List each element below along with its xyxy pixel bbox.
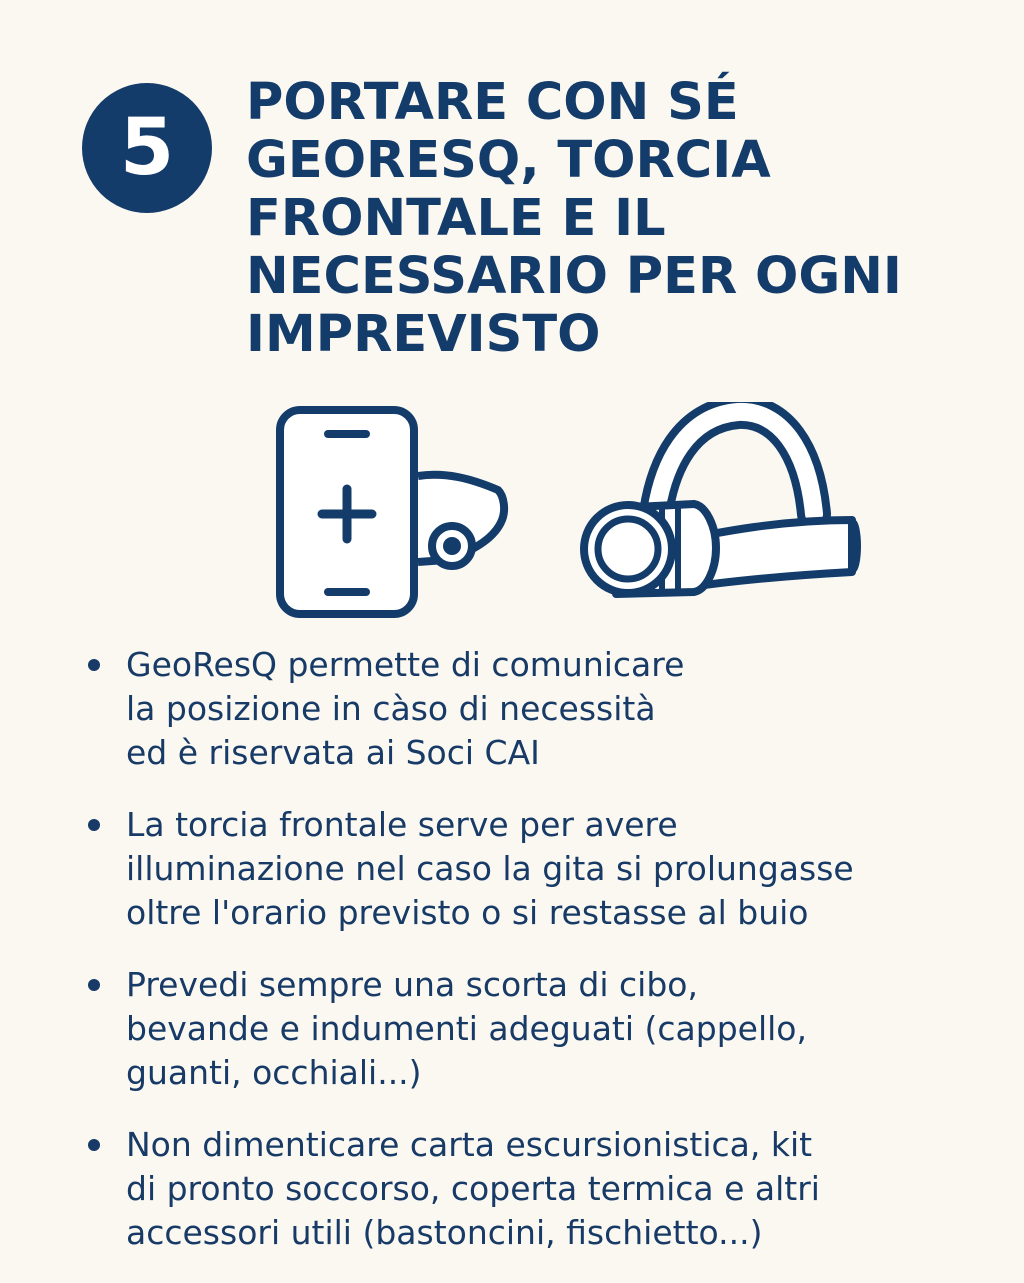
title-line: PORTARE CON SÉ xyxy=(246,73,739,132)
list-item-text: Non dimenticare carta escursionistica, kit xyxy=(126,1125,813,1164)
equipment-illustration xyxy=(270,402,870,624)
list-item xyxy=(88,1123,988,1255)
bullet-dot xyxy=(88,1139,100,1151)
bullet-dot xyxy=(88,979,100,991)
page-title xyxy=(246,74,1006,364)
list-item-text: accessori utili (bastoncini, fischietto...) xyxy=(126,1213,763,1252)
list-item-text: oltre l'orario previsto o si restasse al buio xyxy=(126,893,809,932)
title-line: GEORESQ, TORCIA xyxy=(246,131,771,190)
title-line: NECESSARIO PER OGNI xyxy=(246,247,902,306)
bullet-dot xyxy=(88,659,100,671)
bullet-dot xyxy=(88,819,100,831)
step-number: 5 xyxy=(119,103,175,193)
list-item xyxy=(88,963,988,1095)
title-line: IMPREVISTO xyxy=(246,305,601,364)
list-item-text: GeoResQ permette di comunicare xyxy=(126,645,685,684)
list-item-text: ed è riservata ai Soci CAI xyxy=(126,733,540,772)
list-item-text: La torcia frontale serve per avere xyxy=(126,805,678,844)
headlamp-icon xyxy=(584,412,861,594)
smartphone-icon xyxy=(280,410,504,614)
list-item-text: bevande e indumenti adeguati (cappello, xyxy=(126,1009,807,1048)
tips-list xyxy=(88,643,988,1283)
title-line: FRONTALE E IL xyxy=(246,189,666,248)
list-item xyxy=(88,803,988,935)
list-item xyxy=(88,643,988,775)
list-item-text: Prevedi sempre una scorta di cibo, xyxy=(126,965,698,1004)
list-item-text: guanti, occhiali...) xyxy=(126,1053,422,1092)
list-item-text: di pronto soccorso, coperta termica e altri xyxy=(126,1169,820,1208)
list-item-text: illuminazione nel caso la gita si prolungasse xyxy=(126,849,854,888)
list-item-text: la posizione in càso di necessità xyxy=(126,689,656,728)
step-number-badge xyxy=(82,83,212,213)
